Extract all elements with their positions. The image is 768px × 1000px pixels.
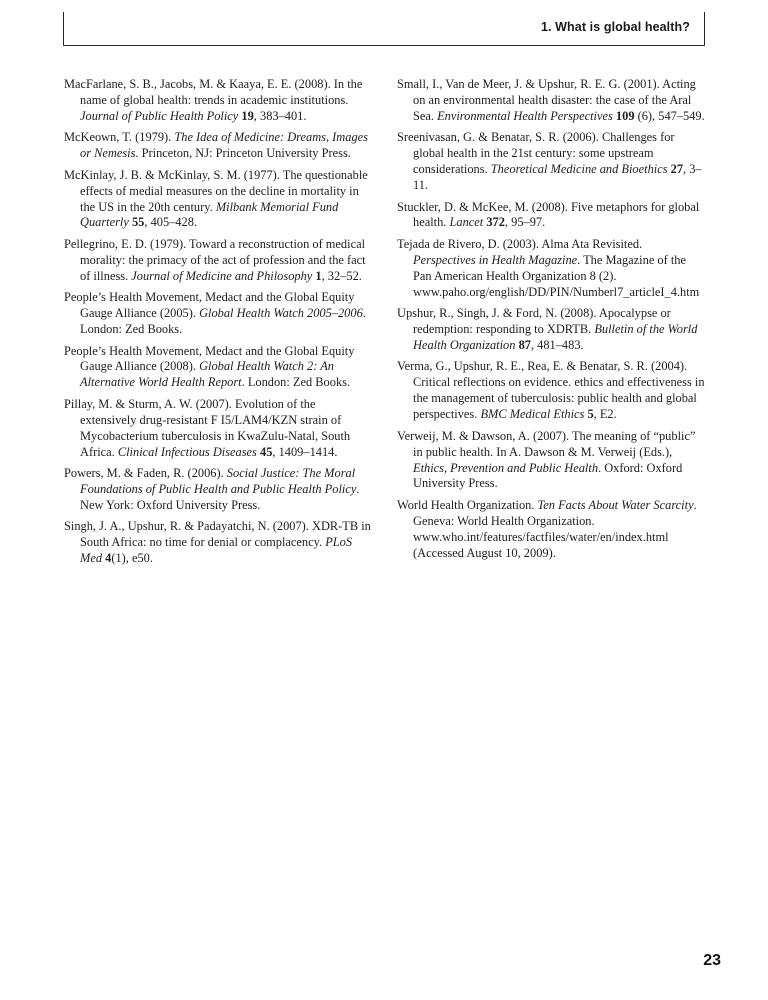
reference-text: MacFarlane, S. B., Jacobs, M. & Kaaya, E. E. (2008). In the name of global health: trends in academic institutions.: [64, 77, 363, 107]
reference-volume: 45: [260, 444, 273, 459]
references-column-left: [64, 77, 374, 573]
reference-text: McKeown, T. (1979).: [64, 130, 175, 145]
reference-title: Perspectives in Health Magazine: [413, 252, 578, 267]
reference-text: Verweij, M. & Dawson, A. (2007). The meaning of “public” in public health. In A. Dawson & M. Verweij (Eds.),: [397, 428, 696, 459]
reference-entry: [397, 306, 707, 354]
reference-title: Journal of Public Health Policy: [80, 108, 239, 123]
reference-title: Journal of Medicine and Philosophy: [131, 268, 313, 283]
reference-text: . Princeton, NJ: Princeton University Press.: [135, 146, 351, 161]
reference-entry: [64, 237, 374, 285]
reference-text: , 405–428.: [144, 215, 198, 230]
reference-text: , 1409–1414.: [272, 444, 338, 459]
reference-text: Powers, M. & Faden, R. (2006).: [64, 466, 227, 481]
reference-text: Singh, J. A., Upshur, R. & Padayatchi, N. (2007). XDR-TB in South Africa: no time for denial or complacency.: [64, 519, 371, 550]
reference-text: Stuckler, D. & McKee, M. (2008). Five metaphors for global health.: [397, 199, 700, 230]
reference-text: , 481–483.: [530, 337, 584, 352]
reference-text: , E2.: [593, 407, 617, 422]
reference-volume: 87: [518, 337, 531, 352]
reference-volume: 372: [486, 215, 505, 230]
reference-text: , 32–52.: [321, 268, 362, 283]
running-head: 1. What is global health?: [540, 20, 690, 34]
reference-text: . Geneva: World Health Organization. www.who.int/features/factfiles/water/en/index.html (Accessed August 10, 2009).: [413, 497, 697, 560]
reference-text: Verma, G., Upshur, R. E., Rea, E. & Benatar, S. R. (2004). Critical reflections on evidence. ethics and effectiveness in the management of tuberculosis: public health and global perspectives.: [397, 359, 705, 422]
reference-title: Clinical Infectious Diseases: [117, 444, 257, 459]
reference-text: Sreenivasan, G. & Benatar, S. R. (2006). Challenges for global health in the 21st century: some upstream considerations.: [397, 130, 675, 177]
reference-text: Upshur, R., Singh, J. & Ford, N. (2008). Apocalypse or redemption: responding to XDRTB.: [397, 306, 671, 337]
reference-volume: 1: [315, 268, 322, 283]
reference-title: Social Justice: The Moral Foundations of Public Health and Public Health Policy: [80, 466, 357, 496]
reference-title: Bulletin of the World Health Organization: [413, 322, 698, 352]
reference-entry: [397, 359, 707, 423]
header-rule-right: [704, 12, 705, 46]
reference-entry: [397, 130, 707, 194]
reference-entry: [64, 168, 374, 232]
reference-title: The Idea of Medicine: Dreams, Images or Nemesis: [80, 130, 368, 161]
reference-text: McKinlay, J. B. & McKinlay, S. M. (1977). The questionable effects of medial measures on the decline in mortality in the US in the 20th century.: [64, 167, 368, 214]
header-rule-left: [63, 12, 64, 46]
reference-title: BMC Medical Ethics: [480, 407, 585, 422]
reference-text: Pillay, M. & Sturm, A. W. (2007). Evolution of the extensively drug-resistant F I5/LAM4/KZN strain of Mycobacterium tuberculosis in KwaZulu-Natal, South Africa.: [64, 396, 351, 459]
reference-text: . The Magazine of the Pan American Health Organization 8 (2). www.paho.org/english/DD/PIN/Numberl7_articleI_4.htm: [413, 252, 700, 299]
reference-text: , 95–97.: [504, 215, 546, 230]
reference-text: (6), 547–549.: [634, 108, 705, 123]
reference-title: Ethics, Prevention and Public Health: [413, 460, 599, 475]
reference-entry: [397, 237, 707, 301]
reference-text: Pellegrino, E. D. (1979). Toward a reconstruction of medical morality: the primacy of the act of profession and the fact of illness.: [64, 236, 366, 283]
reference-volume: 5: [587, 407, 594, 422]
reference-text: People’s Health Movement, Medact and the Global Equity Gauge Alliance (2008).: [64, 343, 355, 374]
reference-entry: [64, 344, 374, 392]
reference-volume: 55: [131, 215, 145, 230]
reference-volume: 109: [615, 108, 635, 123]
reference-text: People’s Health Movement, Medact and the Global Equity Gauge Alliance (2005).: [64, 290, 355, 321]
reference-title: Milbank Memorial Fund Quarterly: [80, 199, 339, 230]
reference-entry: [64, 519, 374, 567]
reference-entry: [397, 77, 707, 125]
references-column-right: [397, 77, 707, 567]
reference-title: PLoS Med: [80, 535, 353, 566]
reference-volume: 19: [241, 108, 254, 123]
reference-entry: [64, 290, 374, 338]
reference-text: . New York: Oxford University Press.: [80, 482, 360, 512]
reference-entry: [397, 498, 707, 562]
reference-text: . Oxford: Oxford University Press.: [413, 460, 683, 491]
reference-text: Small, I., Van de Meer, J. & Upshur, R. E. G. (2001). Acting on an environmental health disaster: the case of the Aral Sea.: [397, 77, 696, 123]
reference-entry: [64, 77, 374, 125]
reference-title: Environmental Health Perspectives: [437, 108, 613, 123]
reference-text: Tejada de Rivero, D. (2003). Alma Ata Revisited.: [397, 236, 643, 251]
reference-text: . London: Zed Books.: [241, 375, 351, 390]
reference-volume: 4: [105, 551, 112, 566]
reference-volume: 27: [670, 162, 684, 177]
reference-entry: [397, 200, 707, 232]
reference-text: . London: Zed Books.: [80, 306, 366, 337]
reference-entry: [64, 130, 374, 162]
reference-text: , 3–11.: [413, 162, 702, 193]
reference-text: (1), e50.: [111, 551, 153, 566]
reference-title: Global Health Watch 2005–2006: [199, 306, 363, 321]
reference-entry: [64, 466, 374, 514]
reference-title: Lancet: [449, 215, 484, 230]
reference-title: Theoretical Medicine and Bioethics: [490, 162, 668, 177]
reference-entry: [64, 397, 374, 461]
reference-title: Ten Facts About Water Scarcity: [537, 497, 694, 512]
header-rule: [63, 45, 705, 46]
reference-text: World Health Organization.: [397, 497, 538, 512]
page-number: 23: [703, 952, 721, 969]
reference-title: Global Health Watch 2: An Alternative World Health Report: [80, 359, 334, 390]
reference-entry: [397, 429, 707, 493]
reference-text: , 383–401.: [253, 108, 307, 123]
